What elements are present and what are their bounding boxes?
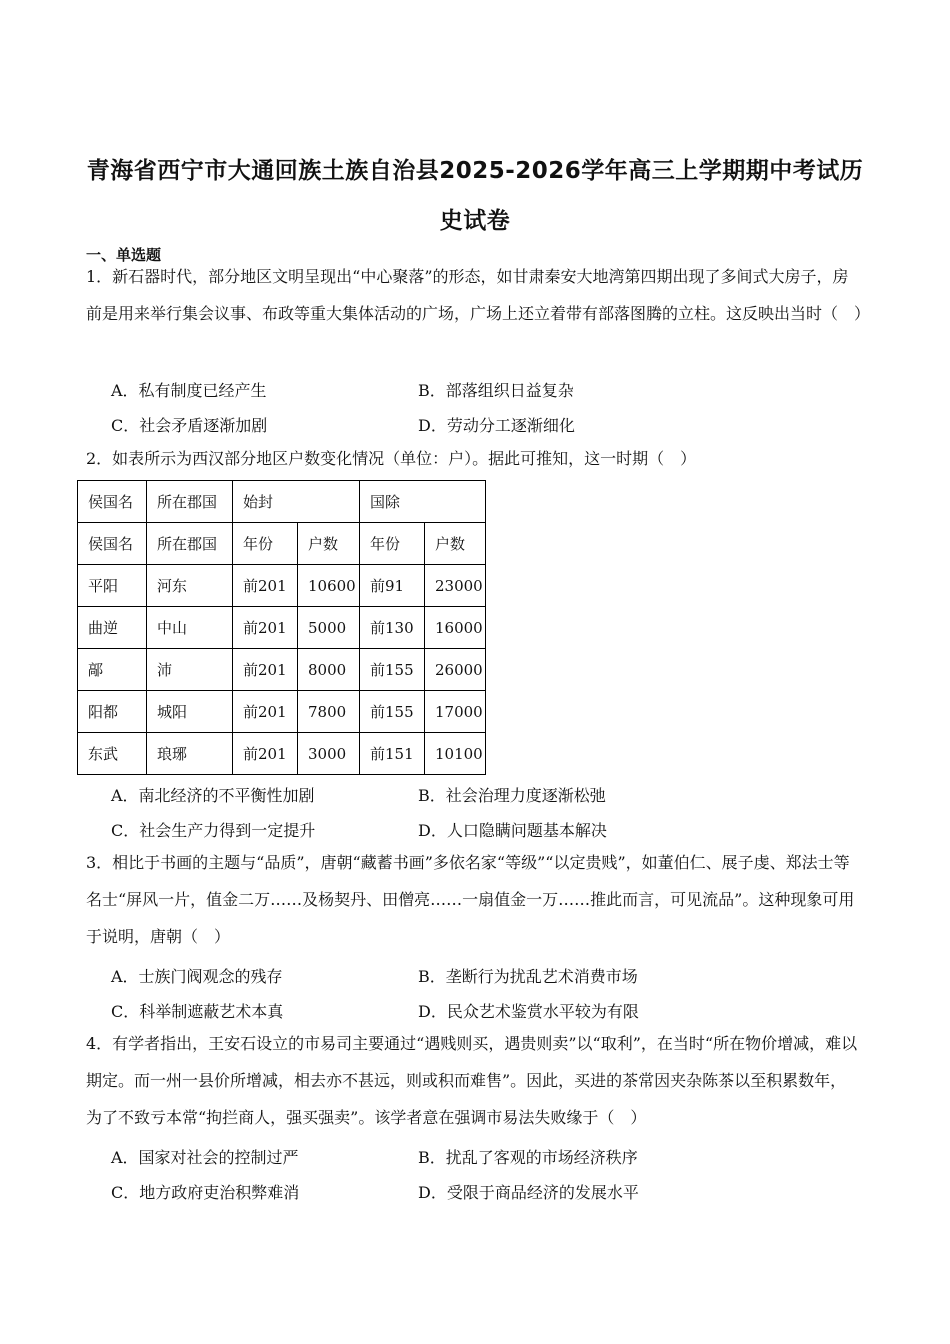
table-cell: 城阳 — [147, 691, 233, 733]
table-cell: 前91 — [360, 565, 425, 607]
table-cell: 10600 — [298, 565, 360, 607]
table-cell: 前155 — [360, 649, 425, 691]
table-header-cell: 年份 — [233, 523, 298, 565]
question-2-option-d[interactable]: D．人口隐瞒问题基本解决 — [418, 821, 607, 840]
table-cell: 曲逆 — [78, 607, 147, 649]
table-header-cell: 户数 — [298, 523, 360, 565]
table-cell: 17000 — [425, 691, 486, 733]
table-header-row-2 — [78, 523, 486, 565]
table-cell: 前151 — [360, 733, 425, 775]
question-2-option-a[interactable]: A．南北经济的不平衡性加剧 — [111, 786, 315, 805]
table-header-cell: 国除 — [360, 481, 486, 523]
question-2-option-c[interactable]: C．社会生产力得到一定提升 — [111, 821, 316, 840]
table-header-cell: 年份 — [360, 523, 425, 565]
table-header-row-1 — [78, 481, 486, 523]
question-4-option-a[interactable]: A．国家对社会的控制过严 — [111, 1148, 299, 1167]
table-row — [78, 565, 486, 607]
table-header-cell: 所在郡国 — [147, 523, 233, 565]
question-1-option-a[interactable]: A．私有制度已经产生 — [111, 381, 267, 400]
question-1-stem: 1．新石器时代，部分地区文明呈现出“中心聚落”的形态，如甘肃秦安大地湾第四期出现了多间式大房子，房前是用来举行集会议事、布政等重大集体活动的广场，广场上还立着带有部落图腾的立柱。这反映出当时（ ） — [86, 267, 871, 323]
table-cell: 5000 — [298, 607, 360, 649]
table-row — [78, 733, 486, 775]
table-cell: 前201 — [233, 691, 298, 733]
table-cell: 东武 — [78, 733, 147, 775]
table-cell: 前201 — [233, 607, 298, 649]
table-cell: 26000 — [425, 649, 486, 691]
question-4-option-d[interactable]: D．受限于商品经济的发展水平 — [418, 1183, 639, 1202]
question-1-option-b[interactable]: B．部落组织日益复杂 — [418, 381, 574, 400]
table-cell: 沛 — [147, 649, 233, 691]
table-cell: 阳都 — [78, 691, 147, 733]
question-3-stem: 3．相比于书画的主题与“品质”，唐朝“藏蓄书画”多依名家“等级”“以定贵贱”，如董伯仁、展子虔、郑法士等名士“屏风一片，值金二万……及杨契丹、田僧亮……一扇值金一万……推此而言，可见流品”。这种现象可用于说明，唐朝（ ） — [86, 853, 855, 946]
household-table — [77, 480, 486, 775]
table-row — [78, 649, 486, 691]
question-3-option-c[interactable]: C．科举制遮蔽艺术本真 — [111, 1002, 284, 1021]
question-3-option-a[interactable]: A．士族门阀观念的残存 — [111, 967, 283, 986]
table-cell: 平阳 — [78, 565, 147, 607]
question-2-stem: 2．如表所示为西汉部分地区户数变化情况（单位：户）。据此可推知，这一时期（ ） — [86, 449, 697, 468]
table-cell: 8000 — [298, 649, 360, 691]
table-header-cell: 侯国名 — [78, 481, 147, 523]
question-2-option-b[interactable]: B．社会治理力度逐渐松弛 — [418, 786, 606, 805]
exam-title-line-1: 青海省西宁市大通回族土族自治县2025-2026学年高三上学期期中考试历 — [86, 158, 864, 184]
table-cell: 7800 — [298, 691, 360, 733]
table-cell: 10100 — [425, 733, 486, 775]
table-cell: 河东 — [147, 565, 233, 607]
question-3-option-d[interactable]: D．民众艺术鉴赏水平较为有限 — [418, 1002, 639, 1021]
question-4-stem: 4．有学者指出，王安石设立的市易司主要通过“遇贱则买，遇贵则卖”以“取利”，在当时“所在物价增减，难以期定。而一州一县价所增减，相去亦不甚远，则或积而难售”。因此，买进的茶常因夹杂陈茶以至积累数年，为了不致亏本常“拘拦商人，强买强卖”。该学者意在强调市易法失败缘于（ ） — [86, 1034, 858, 1127]
table-header-cell: 户数 — [425, 523, 486, 565]
table-cell: 23000 — [425, 565, 486, 607]
table-header-cell: 始封 — [233, 481, 360, 523]
table-header-cell: 侯国名 — [78, 523, 147, 565]
question-4-option-b[interactable]: B．扰乱了客观的市场经济秩序 — [418, 1148, 638, 1167]
table-cell: 前201 — [233, 649, 298, 691]
question-1-option-d[interactable]: D．劳动分工逐渐细化 — [418, 416, 575, 435]
table-cell: 鄗 — [78, 649, 147, 691]
table-row — [78, 691, 486, 733]
table-cell: 3000 — [298, 733, 360, 775]
question-4-option-c[interactable]: C．地方政府吏治积弊难消 — [111, 1183, 300, 1202]
table-cell: 前155 — [360, 691, 425, 733]
exam-title-line-2: 史试卷 — [439, 208, 511, 234]
table-row — [78, 607, 486, 649]
question-3-option-b[interactable]: B．垄断行为扰乱艺术消费市场 — [418, 967, 638, 986]
table-header-cell: 所在郡国 — [147, 481, 233, 523]
question-1-option-c[interactable]: C．社会矛盾逐渐加剧 — [111, 416, 268, 435]
table-cell: 16000 — [425, 607, 486, 649]
table-cell: 中山 — [147, 607, 233, 649]
table-cell: 前130 — [360, 607, 425, 649]
table-cell: 前201 — [233, 565, 298, 607]
table-cell: 前201 — [233, 733, 298, 775]
table-cell: 琅琊 — [147, 733, 233, 775]
section-heading: 一、单选题 — [86, 246, 162, 264]
